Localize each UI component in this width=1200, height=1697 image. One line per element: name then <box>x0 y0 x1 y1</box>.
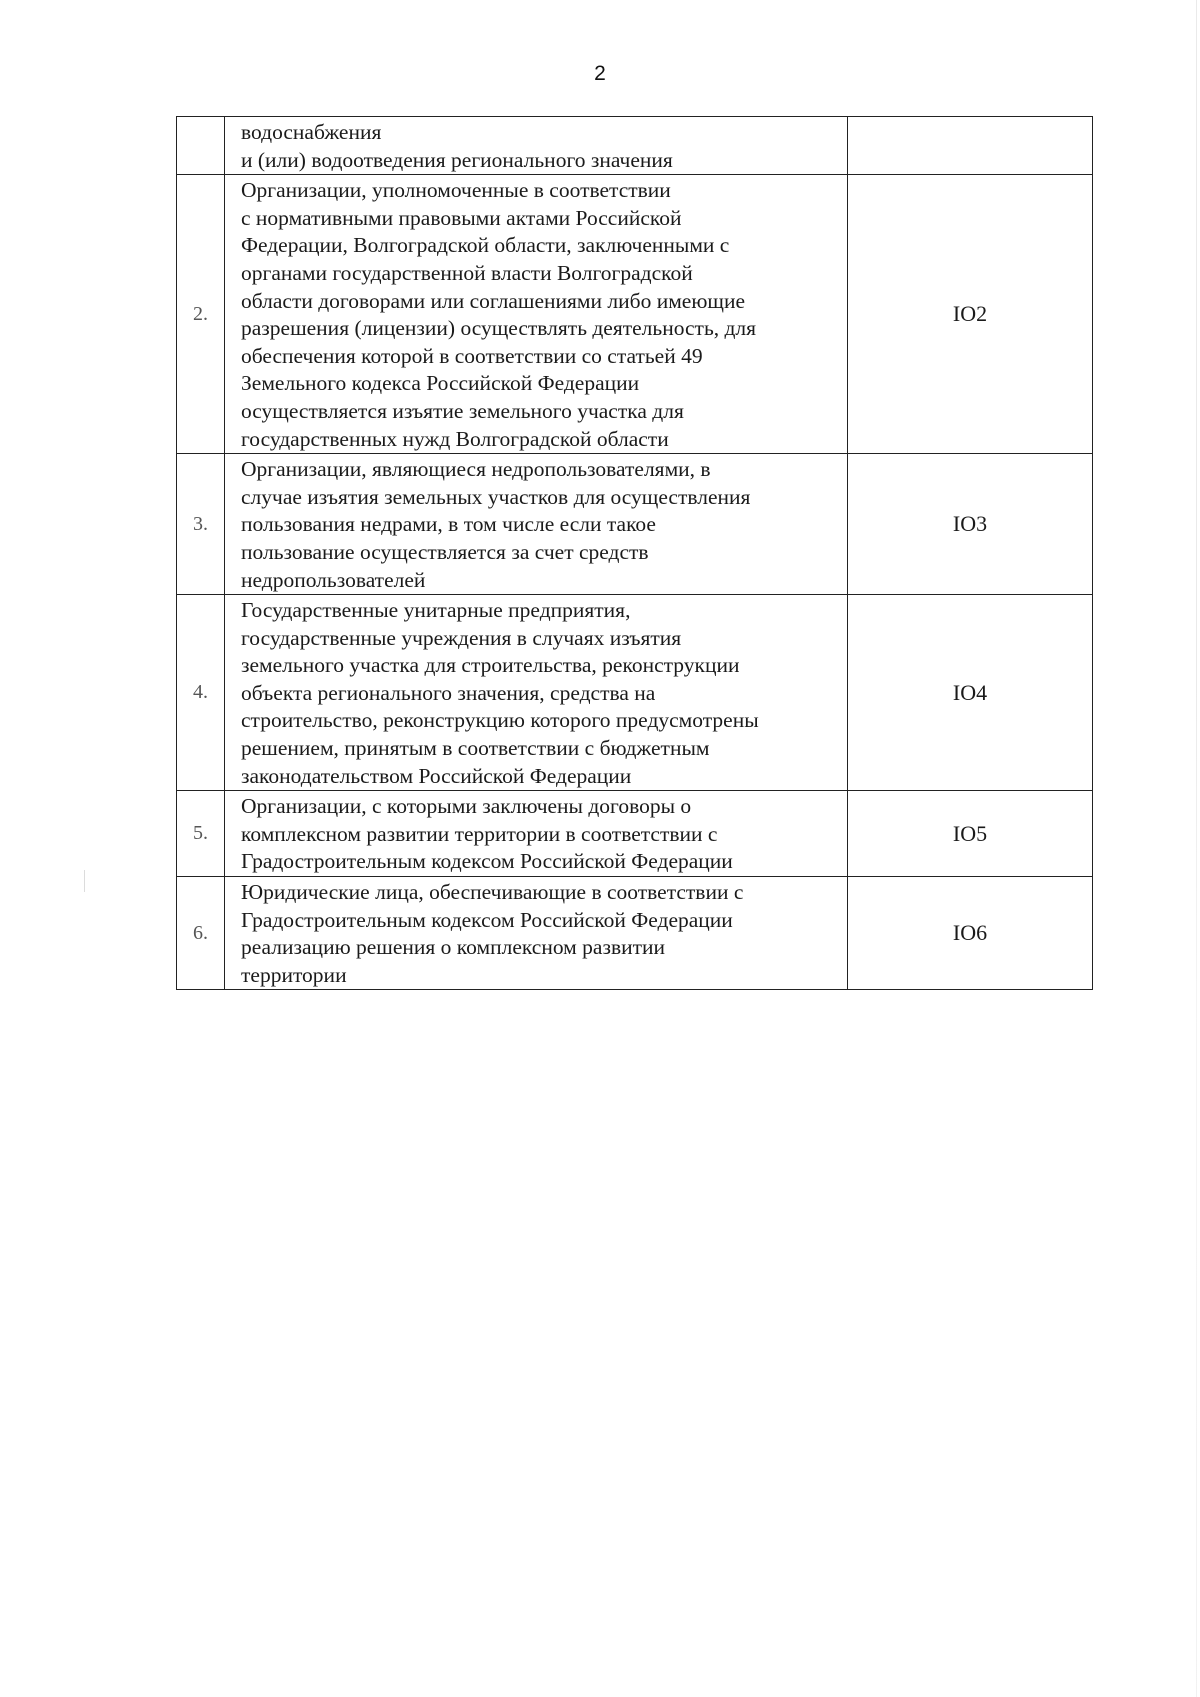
description-line: государственных нужд Волгоградской области <box>241 426 669 451</box>
description-line: осуществляется изъятие земельного участка для <box>241 398 684 423</box>
description-line: государственные учреждения в случаях изъятия <box>241 625 682 650</box>
description-line: недропользователей <box>241 567 426 592</box>
description-line: Организации, являющиеся недропользователями, в <box>241 457 711 482</box>
description-line: водоснабжения <box>241 120 382 144</box>
description-line: случае изъятия земельных участков для осуществления <box>241 484 751 509</box>
description-line: решением, принятым в соответствии с бюджетным <box>241 736 710 761</box>
description-line: объекта регионального значения, средства на <box>241 680 656 705</box>
description-line: законодательством Российской Федерации <box>241 763 632 788</box>
table-row <box>177 117 1093 175</box>
description-line: Градостроительным кодексом Российской Федерации <box>241 907 733 932</box>
scan-mark <box>84 870 85 892</box>
description-line: комплексном развитии территории в соответствии с <box>241 821 718 846</box>
row-code: IO2 <box>848 175 1093 454</box>
description-line: обеспечения которой в соответствии со статьей 49 <box>241 343 703 368</box>
description-line: Юридические лица, обеспечивающие в соответствии с <box>241 880 744 905</box>
row-code: IO4 <box>848 595 1093 791</box>
table-row <box>177 454 1093 595</box>
table-row <box>177 175 1093 454</box>
description-line: Государственные унитарные предприятия, <box>241 598 631 623</box>
description-line: Организации, уполномоченные в соответствии <box>241 178 671 203</box>
row-number: 3. <box>177 454 225 595</box>
description-line: Федерации, Волгоградской области, заключенными с <box>241 233 730 258</box>
table-row <box>177 791 1093 877</box>
row-number <box>177 117 225 175</box>
row-code <box>848 117 1093 175</box>
row-description <box>225 454 848 595</box>
description-line: и (или) водоотведения регионального значения <box>241 147 673 172</box>
description-line: Организации, с которыми заключены договоры о <box>241 794 692 819</box>
description-line: реализацию решения о комплексном развитии <box>241 935 666 960</box>
row-number: 2. <box>177 175 225 454</box>
description-line: разрешения (лицензии) осуществлять деятельность, для <box>241 316 757 341</box>
row-code: IO5 <box>848 791 1093 877</box>
table-row <box>177 595 1093 791</box>
scan-edge-line <box>1196 0 1197 1697</box>
description-line: Градостроительным кодексом Российской Федерации <box>241 849 733 874</box>
row-description <box>225 877 848 990</box>
description-line: строительство, реконструкцию которого предусмотрены <box>241 708 759 733</box>
description-line: территории <box>241 962 347 987</box>
codes-table <box>176 116 1093 990</box>
row-description <box>225 595 848 791</box>
page-number: 2 <box>594 62 606 85</box>
description-line: органами государственной власти Волгоградской <box>241 260 693 285</box>
description-line: с нормативными правовыми актами Российской <box>241 205 682 230</box>
row-number: 4. <box>177 595 225 791</box>
row-code: IO6 <box>848 877 1093 990</box>
table-row <box>177 877 1093 990</box>
description-line: пользование осуществляется за счет средств <box>241 539 649 564</box>
row-code: IO3 <box>848 454 1093 595</box>
row-description <box>225 791 848 877</box>
row-description <box>225 175 848 454</box>
row-number: 6. <box>177 877 225 990</box>
description-line: пользования недрами, в том числе если такое <box>241 512 656 537</box>
description-line: области договорами или соглашениями либо имеющие <box>241 288 746 313</box>
row-number: 5. <box>177 791 225 877</box>
description-line: Земельного кодекса Российской Федерации <box>241 371 640 396</box>
description-line: земельного участка для строительства, реконструкции <box>241 653 740 678</box>
row-description <box>225 117 848 175</box>
